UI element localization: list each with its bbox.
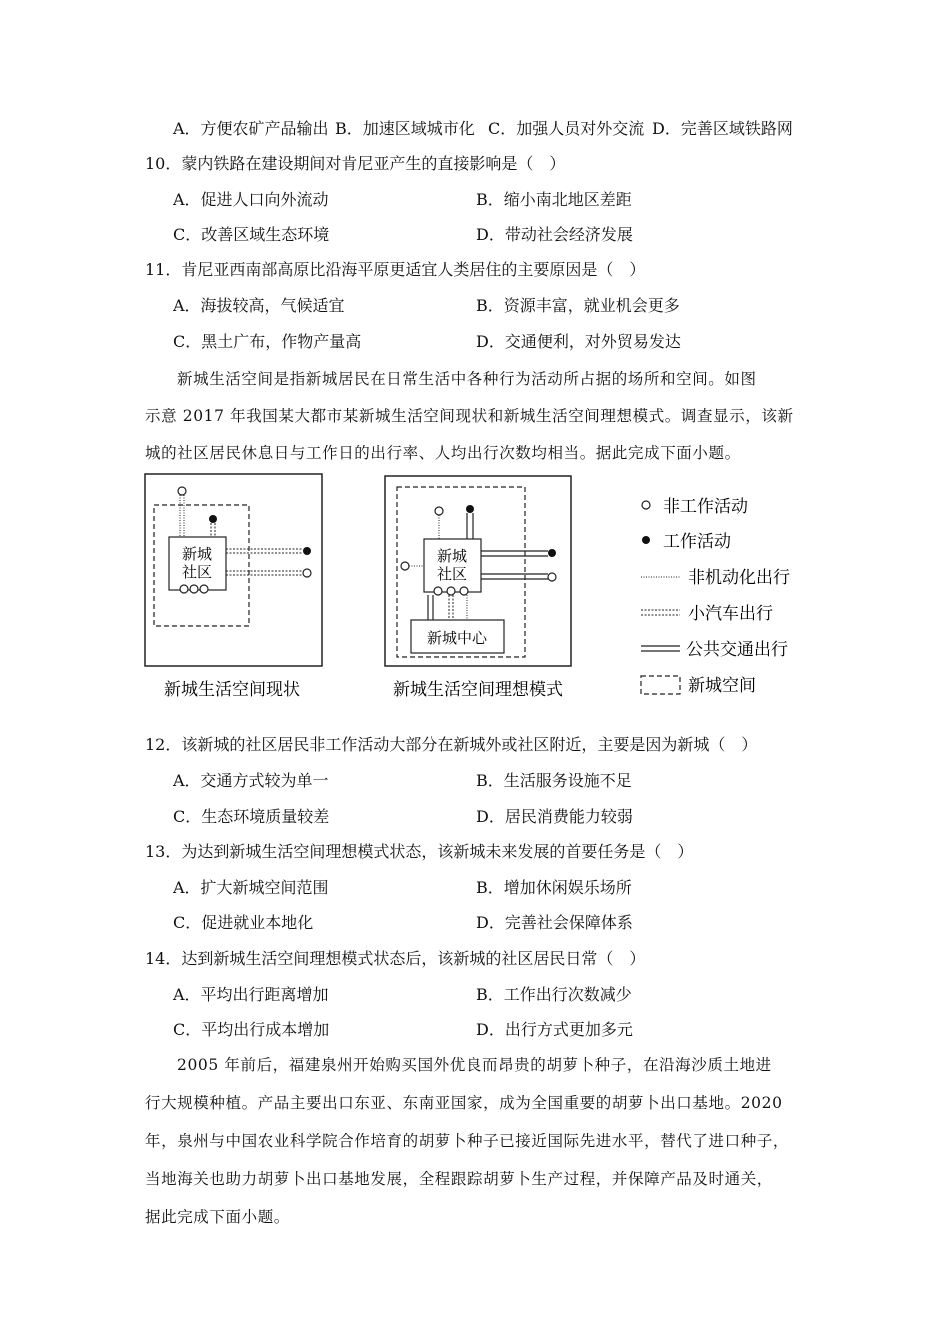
q11-option-c: C．黑土广布，作物产量高 xyxy=(173,332,362,351)
passage1-line3: 城的社区居民休息日与工作日的出行率、人均出行次数均相当。据此完成下面小题。 xyxy=(145,444,741,462)
legend-non-work: 非工作活动 xyxy=(663,497,748,517)
q10-option-b: B．缩小南北地区差距 xyxy=(476,190,632,209)
new-city-figure xyxy=(0,468,950,708)
figure-legend xyxy=(641,497,790,696)
left-community-line1: 新城 xyxy=(181,545,213,563)
passage2-line3: 年，泉州与中国农业科学院合作培育的胡萝卜种子已接近国际先进水平，替代了进口种子， xyxy=(145,1132,790,1150)
non-work-activity-icon xyxy=(178,487,186,495)
legend-new-city-space: 新城空间 xyxy=(688,676,756,696)
legend-non-work-icon xyxy=(642,501,650,509)
q14-option-d: D．出行方式更加多元 xyxy=(476,1020,633,1039)
q12-option-c: C．生态环境质量较差 xyxy=(173,807,330,826)
legend-public: 公共交通出行 xyxy=(686,640,788,660)
panel-ideal-mode xyxy=(385,476,571,700)
passage2-line1: 2005 年前后，福建泉州开始购买国外优良而昂贵的胡萝卜种子，在沿海沙质土地进 xyxy=(177,1056,772,1074)
left-figure-title: 新城生活空间现状 xyxy=(164,680,300,700)
q14-option-c: C．平均出行成本增加 xyxy=(173,1020,330,1039)
legend-work-icon xyxy=(642,536,650,544)
q9-option-b: B．加速区域城市化 xyxy=(335,119,475,138)
q10-option-c: C．改善区域生态环境 xyxy=(173,225,330,244)
passage2-line2: 行大规模种植。产品主要出口东亚、东南亚国家，成为全国重要的胡萝卜出口基地。2020 xyxy=(145,1094,783,1112)
legend-nonmotor: 非机动化出行 xyxy=(688,568,790,588)
q9-option-c: C．加强人员对外交流 xyxy=(488,119,645,138)
q13-option-a: A．扩大新城空间范围 xyxy=(173,878,329,897)
q9-option-d: D．完善区域铁路网 xyxy=(652,119,793,138)
q12-stem: 12．该新城的社区居民非工作活动大部分在新城外或社区附近，主要是因为新城（ ） xyxy=(145,735,758,754)
q14-stem: 14．达到新城生活空间理想模式状态后，该新城的社区居民日常（ ） xyxy=(145,949,646,968)
right-community-line2: 社区 xyxy=(436,565,468,583)
q11-option-d: D．交通便利，对外贸易发达 xyxy=(476,332,681,351)
passage2-line4: 当地海关也助力胡萝卜出口基地发展，全程跟踪胡萝卜生产过程，并保障产品及时通关， xyxy=(145,1170,773,1188)
q13-option-c: C．促进就业本地化 xyxy=(173,913,314,932)
work-activity-icon xyxy=(209,515,217,523)
left-community-line2: 社区 xyxy=(181,563,213,581)
q12-option-d: D．居民消费能力较弱 xyxy=(476,807,633,826)
legend-car: 小汽车出行 xyxy=(688,604,773,624)
q11-option-b: B．资源丰富，就业机会更多 xyxy=(476,296,680,315)
q14-option-a: A．平均出行距离增加 xyxy=(173,985,329,1004)
center-label: 新城中心 xyxy=(426,629,488,647)
q11-option-a: A．海拔较高，气候适宜 xyxy=(173,296,345,315)
passage1-line2: 示意 2017 年我国某大都市某新城生活空间现状和新城生活空间理想模式。调查显示，该新 xyxy=(145,407,794,425)
right-community-line1: 新城 xyxy=(436,547,468,565)
q12-option-a: A．交通方式较为单一 xyxy=(173,771,329,790)
panel-current-status xyxy=(145,474,322,700)
q12-option-b: B．生活服务设施不足 xyxy=(476,771,632,790)
q10-option-d: D．带动社会经济发展 xyxy=(476,225,633,244)
q13-option-b: B．增加休闲娱乐场所 xyxy=(476,878,632,897)
passage1-line1: 新城生活空间是指新城居民在日常生活中各种行为活动所占据的场所和空间。如图 xyxy=(177,370,757,388)
q14-option-b: B．工作出行次数减少 xyxy=(476,985,632,1004)
q10-stem: 10．蒙内铁路在建设期间对肯尼亚产生的直接影响是（ ） xyxy=(145,154,566,173)
non-work-activity-icon xyxy=(303,569,311,577)
work-activity-icon xyxy=(303,547,311,555)
q9-option-a: A．方便农矿产品输出 xyxy=(173,119,329,138)
q13-stem: 13．为达到新城生活空间理想模式状态，该新城未来发展的首要任务是（ ） xyxy=(145,842,694,861)
passage2-line5: 据此完成下面小题。 xyxy=(145,1208,290,1226)
q13-option-d: D．完善社会保障体系 xyxy=(476,913,633,932)
legend-work: 工作活动 xyxy=(663,532,731,552)
q10-option-a: A．促进人口向外流动 xyxy=(173,190,329,209)
q11-stem: 11．肯尼亚西南部高原比沿海平原更适宜人类居住的主要原因是（ ） xyxy=(145,260,646,279)
right-figure-title: 新城生活空间理想模式 xyxy=(393,680,563,700)
